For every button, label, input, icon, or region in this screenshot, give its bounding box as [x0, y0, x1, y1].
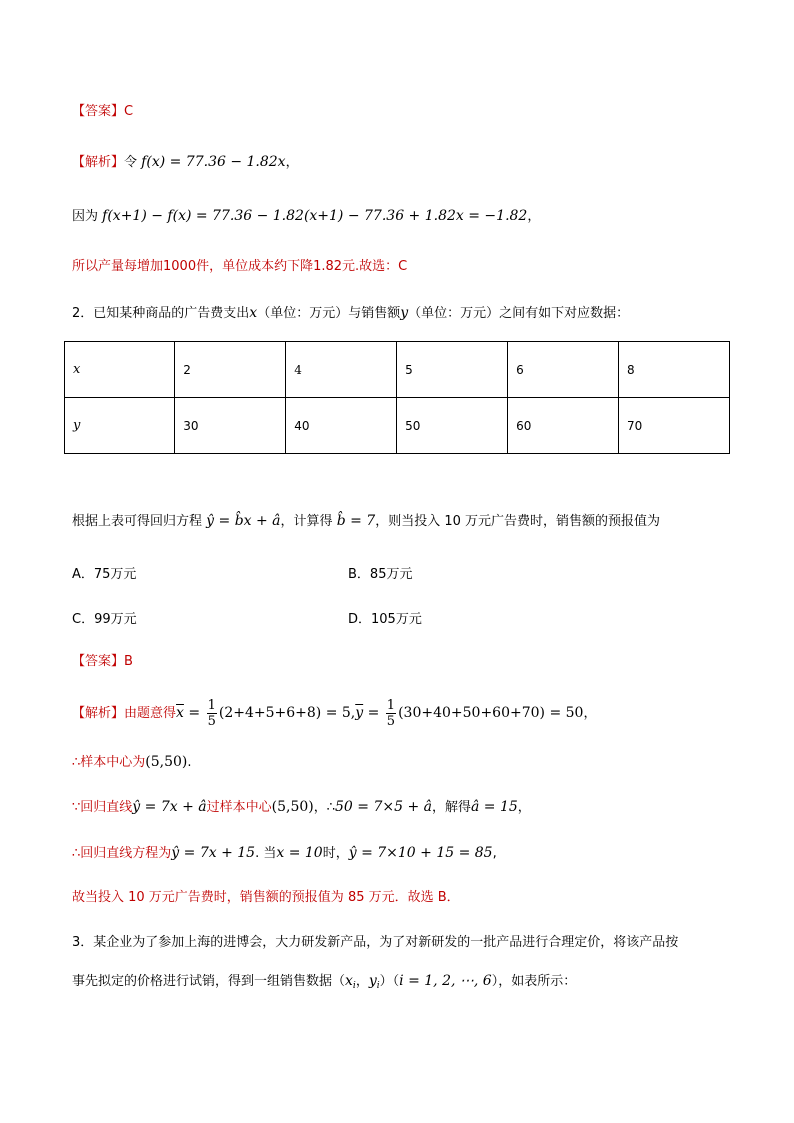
analysis-label: 【解析】	[72, 155, 125, 170]
index-range: i = 1, 2, ⋯, 6	[399, 973, 492, 989]
question-3-line-1: 3．某企业为了参加上海的进博会，大力研发新产品，为了对新研发的一批产品进行合理定价，将该产品按	[72, 935, 679, 950]
question-text: （单位：万元）与销售额	[257, 306, 401, 321]
formula-regression: ŷ = b̂x + â	[206, 513, 281, 529]
reason-line-1	[72, 206, 540, 227]
formula-prediction: ŷ = 7×10 + 15 = 85	[348, 845, 493, 861]
table-cell: 40	[286, 398, 397, 454]
question-text: 已知某种商品的广告费支出	[93, 306, 250, 321]
punctuation: ，	[527, 209, 541, 224]
line-eq-text: . 当	[255, 846, 277, 861]
analysis-text: 由题意得	[124, 706, 177, 721]
answer-value: B	[124, 654, 133, 669]
question-text: 事先拟定的价格进行试销，得到一组销售数据（	[72, 974, 346, 989]
question-text: （单位：万元）之间有如下对应数据：	[408, 306, 630, 321]
line-eq-prefix: ∴回归直线方程为	[72, 846, 172, 861]
center-point: (5,50)	[145, 754, 188, 770]
table-cell: 2	[175, 342, 286, 398]
option-c: C．99万元	[72, 612, 137, 627]
line-eq-text: 时，	[322, 846, 349, 861]
conclusion-line-1: 所以产量每增加1000件，单位成本约下降1.82元.故选：C	[72, 259, 408, 274]
equals: =	[183, 705, 205, 721]
table-cell: 50	[397, 398, 508, 454]
subscript-i: i	[376, 981, 380, 991]
final-conclusion-2: 故当投入 10 万元广告费时，销售额的预报值为 85 万元．故选 B．	[72, 890, 460, 905]
answer-label: 【答案】	[72, 654, 125, 669]
var-x: x	[249, 305, 258, 321]
punctuation: ，	[517, 800, 531, 815]
line-equation	[72, 843, 497, 864]
table-cell: 4	[286, 342, 397, 398]
row-header-y: y	[65, 398, 175, 454]
formula-diff: f(x+1) − f(x) = 77.36 − 1.82(x+1) − 77.36 + 1.82x = −1.82	[102, 208, 528, 224]
equals: =	[363, 705, 384, 721]
sum-x: (2+4+5+6+8) = 5,	[218, 705, 356, 721]
option-a: A．75万元	[72, 567, 137, 582]
table-cell: 60	[508, 398, 619, 454]
fraction-one-fifth	[386, 698, 396, 729]
question-text: ，计算得	[280, 514, 333, 529]
answer-line-2	[72, 652, 133, 672]
line-pass-text: ，∴	[313, 800, 336, 815]
center-point: (5,50)	[271, 799, 314, 815]
table-row	[65, 342, 730, 398]
reason-prefix: 因为	[72, 209, 99, 224]
center-line	[72, 752, 192, 773]
line-pass-text: ，解得	[431, 800, 471, 815]
fraction-one-fifth	[207, 698, 217, 729]
question-2-body	[72, 511, 660, 532]
var-y: y	[400, 305, 409, 321]
line-pass-text: 过样本中心	[206, 800, 272, 815]
var-x-i: x	[345, 973, 353, 989]
answer-label: 【答案】	[72, 104, 125, 119]
formula-line-final: ŷ = 7x + 15	[171, 845, 256, 861]
line-pass	[72, 797, 531, 818]
table-cell: 5	[397, 342, 508, 398]
center-prefix: ∴样本中心为	[72, 755, 146, 770]
row-header-x: x	[65, 342, 175, 398]
question-text: ，则当投入 10 万元广告费时，销售额的预报值为	[375, 514, 660, 529]
option-b: B．85万元	[348, 567, 413, 582]
formula-x-value: x = 10	[276, 845, 323, 861]
table-cell: 8	[619, 342, 730, 398]
fraction-numerator: 1	[386, 698, 396, 713]
analysis-line-1	[72, 152, 299, 173]
table-cell: 30	[175, 398, 286, 454]
punctuation: .	[187, 755, 192, 770]
analysis-text: 令	[124, 155, 138, 170]
punctuation: ，	[285, 155, 299, 170]
line-pass-prefix: ∵回归直线	[72, 800, 133, 815]
option-d: D．105万元	[348, 612, 422, 627]
punctuation: ,	[492, 846, 497, 861]
x-bar: $\overline{x}$	[176, 705, 184, 721]
subscript-i: i	[352, 981, 356, 991]
formula-line: ŷ = 7x + â	[132, 799, 207, 815]
formula-substitute: 50 = 7×5 + â	[335, 799, 432, 815]
sum-y: (30+40+50+60+70) = 50	[398, 705, 584, 721]
formula-a-hat: â = 15	[471, 799, 518, 815]
question-text: ），如表所示：	[491, 974, 577, 989]
fraction-numerator: 1	[207, 698, 216, 713]
question-2-stem	[72, 303, 629, 324]
data-table	[64, 341, 730, 454]
analysis-label: 【解析】	[72, 706, 125, 721]
analysis-line-2	[72, 694, 596, 733]
fraction-denominator: 5	[386, 714, 396, 729]
separator: ，	[355, 974, 369, 989]
y-bar: $\overline{y}$	[355, 705, 364, 721]
question-text: ）（	[379, 974, 400, 989]
formula-b-hat: b̂ = 7	[336, 513, 376, 529]
answer-value: C	[124, 104, 134, 119]
punctuation: ，	[583, 706, 597, 721]
table-row	[65, 398, 730, 454]
question-3-line-2	[72, 971, 576, 996]
formula-f: f(x) = 77.36 − 1.82x	[141, 154, 286, 170]
fraction-denominator: 5	[207, 714, 216, 729]
question-number: 2．	[72, 306, 94, 321]
table-cell: 70	[619, 398, 730, 454]
question-text: 根据上表可得回归方程	[72, 514, 203, 529]
table-cell: 6	[508, 342, 619, 398]
var-y-i: y	[368, 973, 377, 989]
answer-line-1	[72, 102, 133, 122]
